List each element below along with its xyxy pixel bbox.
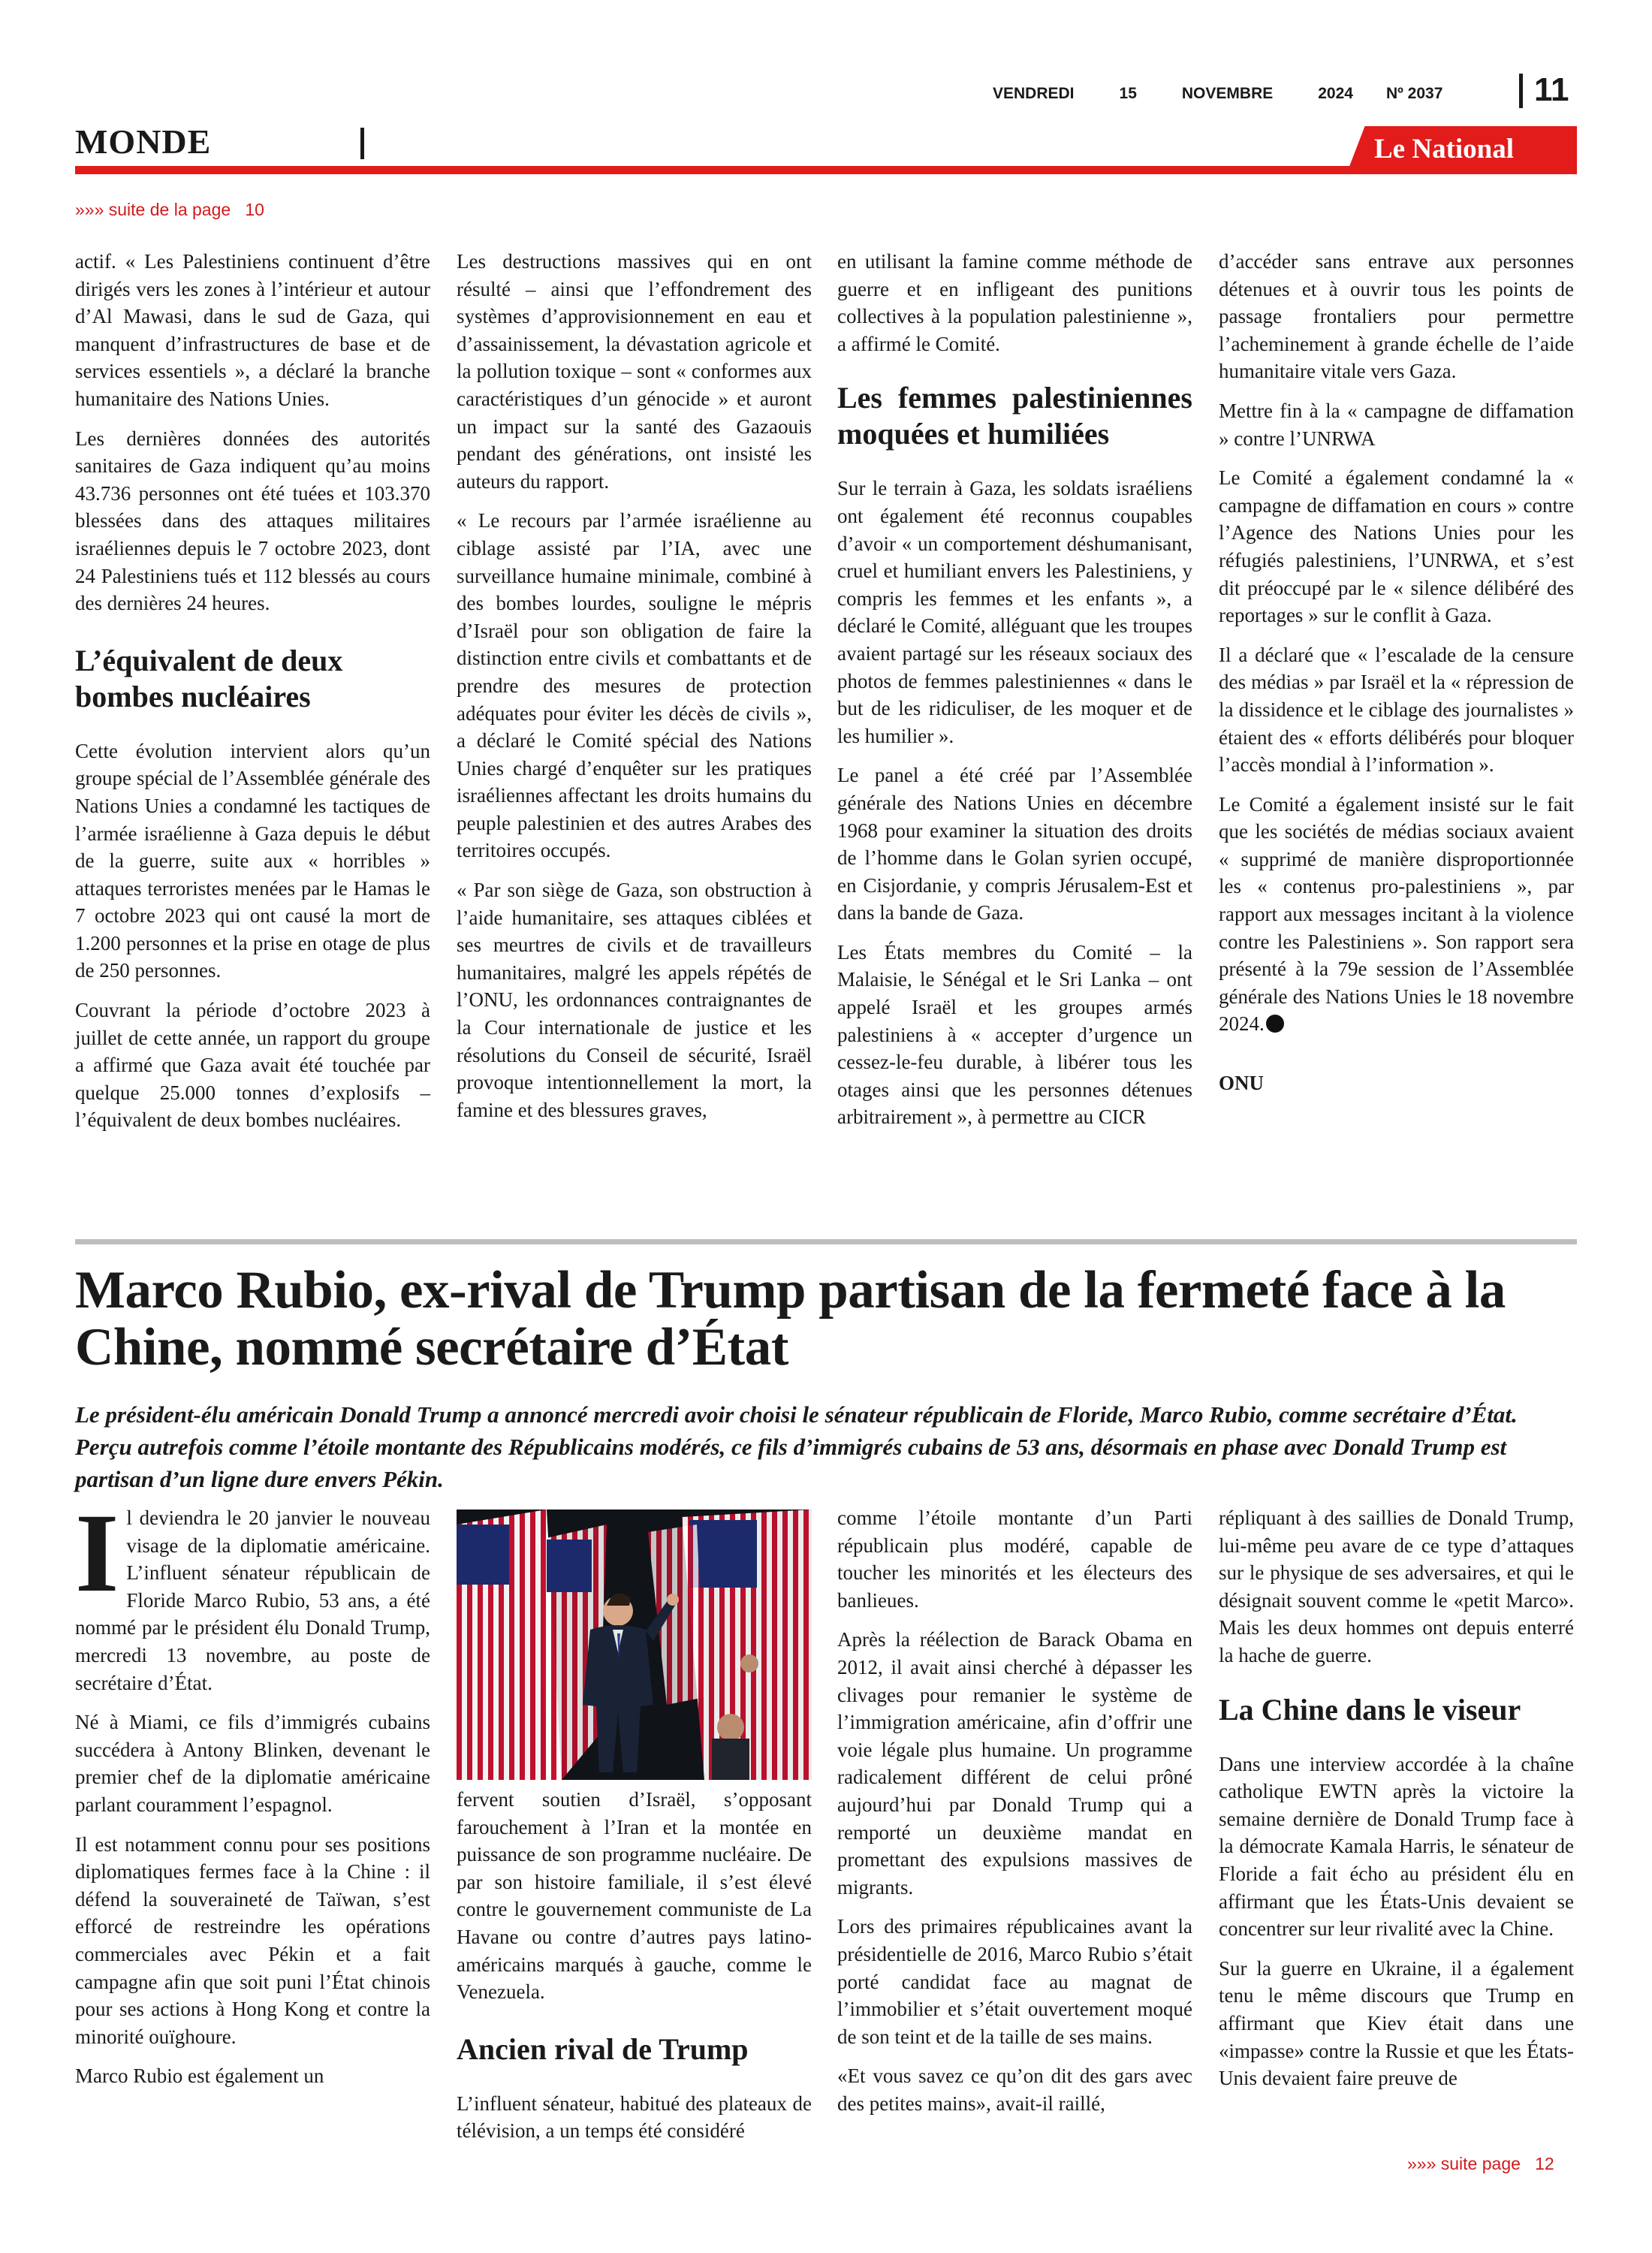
paragraph: Marco Rubio est également un: [75, 2064, 324, 2088]
issue-number: Nº 2037: [1386, 85, 1443, 102]
paragraph-text: l deviendra le 20 janvier le nouveau visage de la diplomatie américaine. L’influent sénateur républicain de Floride Marco Rubio, 53 ans, a été nommé par le président élu Donald Trump, mercredi 13 novembre, au poste de secrétaire d’État.: [75, 1507, 430, 1694]
paragraph: Après la réélection de Barack Obama en 2012, il avait ainsi cherché à dépasser les clivages pour remanier le système de l’immigration américaine, afin d’offrir une voie légale plus humaine. Un programme radicalement différent de celui prôné aujourd’hui par Donald Trump qui a remporté un deuxième mandat en promettant des expulsions massives de migrants.: [837, 1628, 1192, 1899]
page-number-divider: [1519, 74, 1523, 108]
continued-from: »»» suite de la page 10: [75, 200, 264, 219]
paragraph: Les destructions massives qui en ont résulté – ainsi que l’effondrement des systèmes d’approvisionnement en eau et d’assainissement, la dévastation agricole et la pollution toxique – sont « conformes aux caractéristiques d’un génocide » et auront un impact sur la santé des Gazaouis pendant des générations, ont insisté les auteurs du rapport.: [457, 250, 812, 493]
page-number: 11: [1534, 71, 1569, 108]
continued-to: »»» suite page 12: [1407, 2154, 1554, 2173]
date-month: NOVEMBRE: [1181, 85, 1274, 102]
paragraph: Né à Miami, ce fils d’immigrés cubains succédera à Antony Blinken, devenant le premier chef de la diplomatie américaine parlant couramment l’espagnol.: [75, 1711, 430, 1816]
article-headline: Marco Rubio, ex-rival de Trump partisan de la fermeté face à la Chine, nommé secrétaire d’État: [75, 1261, 1506, 1377]
paragraph: Il a déclaré que « l’escalade de la censure des médias » par Israël et la « répression de la dissidence et le ciblage des journalistes » étaient des « efforts délibérés pour bloquer l’accès mondial à l’information ».: [1219, 643, 1574, 777]
rubio-photo-illustration: [457, 1510, 812, 1780]
drop-cap: I: [75, 1491, 119, 1615]
paragraph: Lors des primaires républicaines avant la présidentielle de 2016, Marco Rubio s’était porté candidat face au magnat de l’immobilier et s’était ouvertement moqué de son teint et de la taille de ses mains.: [837, 1915, 1192, 2048]
date-year: 2024: [1318, 85, 1353, 102]
person-silhouette: [717, 1714, 744, 1741]
paragraph: Les dernières données des autorités sanitaires de Gaza indiquent qu’au moins 43.736 personnes ont été tuées et 103.370 blessées dans des attaques militaires israéliennes depuis le 7 octobre 2023, dont 24 Palestiniens tués et 112 blessés au cours des dernières 24 heures.: [75, 427, 430, 615]
paragraph-text: Le Comité a également insisté sur le fait que les sociétés de médias sociaux avaient « supprimé de manière disproportionnée les « contenus pro-palestiniens », par rapport aux messages incitant à la violence contre les Palestiniens ». Son rapport sera présenté à la 79e session de l’Assemblée générale des Nations Unies le 18 novembre 2024.: [1219, 792, 1574, 1036]
paragraph: Il est notamment connu pour ses positions diplomatiques fermes face à la Chine : il défend la souveraineté de Taïwan, s’est efforcé de restreindre les opérations commerciales avec Pékin et a fait campagne afin que soit puni l’État chinois pour ses actions à Hong Kong et contre la minorité ouïghoure.: [75, 1832, 430, 2048]
paragraph: comme l’étoile montante d’un Parti républicain plus modéré, capable de toucher les minorités et les électeurs des banlieues.: [837, 1507, 1192, 1612]
paragraph: Le panel a été créé par l’Assemblée générale des Nations Unies en décembre 1968 pour examiner la situation des droits de l’homme dans le Golan syrien occupé, en Cisjordanie, y compris Jérusalem-Est et dans la bande de Gaza.: [837, 764, 1192, 924]
paragraph: Sur la guerre en Ukraine, il a également tenu le même discours que Trump en affirmant que Kiev était dans une «impasse» contre la Russie et que les États-Unis devaient faire preuve de: [1219, 1956, 1574, 2090]
section-divider: [360, 128, 364, 159]
issue-date: [993, 85, 1353, 103]
date-number: 15: [1119, 85, 1137, 102]
paragraph: Mettre fin à la « campagne de diffamation » contre l’UNRWA: [1219, 399, 1574, 450]
article-photo: [457, 1510, 812, 1780]
paragraph: « Par son siège de Gaza, son obstruction à l’aide humanitaire, ses attaques ciblées et ses meurtres de civils et de travailleurs humanitaires, malgré les appels répétés de l’ONU, les ordonnances contraignantes de la Cour internationale de justice et les résolutions du Conseil de sécurité, Israël provoque intentionnellement la mort, la famine et des blessures graves,: [457, 879, 812, 1121]
bottom-column-3: [837, 1504, 1192, 2129]
paragraph: Cette évolution intervient alors qu’un groupe spécial de l’Assemblée générale des Nations Unies a condamné les tactiques de l’armée israélienne à Gaza depuis le début de la guerre, suite aux « horribles » attaques terroristes menées par le Hamas le 7 octobre 2023 qui ont causé la mort de 1.200 personnes et la prise en otage de plus de 250 personnes.: [75, 739, 430, 982]
bottom-column-1: [75, 1491, 430, 2102]
paragraph: Couvrant la période d’octobre 2023 à juillet de cette année, un rapport du groupe a affirmé que Gaza avait été touchée par quelque 25.000 tonnes d’explosifs – l’équivalent de deux bombes nucléaires.: [75, 999, 430, 1132]
subheading: L’équivalent de deux bombes nucléaires: [75, 643, 343, 713]
bottom-column-2: [457, 1786, 812, 2157]
paragraph: «Et vous savez ce qu’on dit des gars avec des petites mains», avait-il raillé,: [837, 2064, 1192, 2115]
paragraph: Sur le terrain à Gaza, les soldats israéliens ont également été reconnus coupables d’avoir « un comportement déshumanisant, cruel et humiliant envers les Palestiniens, y compris les femmes et les enfants », a déclaré le Comité, alléguant que les troupes avaient partagé sur les réseaux sociaux des photos de femmes palestiniennes « dans le but de les ridiculiser, de les moquer et de les humilier ».: [837, 477, 1192, 747]
top-column-3: [837, 248, 1192, 1143]
brand-name: Le National: [1374, 134, 1515, 164]
top-column-2: [457, 248, 812, 1136]
bottom-column-4: [1219, 1504, 1574, 2104]
date-day: VENDREDI: [993, 85, 1075, 102]
person-silhouette: [712, 1739, 749, 1780]
paragraph: d’accéder sans entrave aux personnes détenues et à ouvrir tous les points de passage frontaliers pour permettre l’acheminement à grande échelle de l’aide humanitaire vitale vers Gaza.: [1219, 250, 1574, 383]
end-of-article-icon: [1266, 1015, 1284, 1033]
article-divider: [75, 1239, 1577, 1244]
subheading: Ancien rival de Trump: [457, 2031, 749, 2066]
paragraph: Les États membres du Comité – la Malaisie, le Sénégal et le Sri Lanka – ont appelé Israël et les groupes armés palestiniens à « accepter d’urgence un cessez-le-feu durable, à libérer tous les otages ainsi que les personnes détenues arbitrairement », à permettre au CICR: [837, 940, 1192, 1129]
section-title: MONDE: [75, 122, 212, 161]
subheading: Les femmes palestiniennes moquées et humiliées: [837, 381, 1192, 451]
article-signature: ONU: [1219, 1072, 1264, 1095]
paragraph: Le Comité a également condamné la « campagne de diffamation en cours » contre l’Agence des Nations Unies pour les réfugiés palestiniens, l’UNRWA, et s’est dit préoccupé par le « silence délibéré des reportages » sur le conflit à Gaza.: [1219, 466, 1574, 627]
article-lede: Le président-élu américain Donald Trump a annoncé mercredi avoir choisi le sénateur républicain de Floride, Marco Rubio, comme secrétaire d’État. Perçu autrefois comme l’étoile montante des Républicains modérés, ce fils d’immigrés cubains de 53 ans, désormais en phase avec Donald Trump est partisan d’un ligne dure envers Pékin.: [75, 1401, 1518, 1492]
paragraph: en utilisant la famine comme méthode de guerre et en infligeant des punitions collectives à la population palestinienne », a affirmé le Comité.: [837, 250, 1192, 355]
paragraph: [1219, 791, 1574, 1038]
paragraph: « Le recours par l’armée israélienne au ciblage assisté par l’IA, avec une surveillance humaine minimale, combiné à des bombes lourdes, souligne le mépris d’Israël pour son obligation de faire la distinction entre civils et combattants et de prendre des mesures de protection adéquates pour éviter les décès de civils », a déclaré le Comité spécial des Nations Unies chargé d’enquêter sur les pratiques israéliennes affectant les droits humains du peuple palestinien et des autres Arabes des territoires occupés.: [457, 509, 812, 862]
top-column-1: [75, 248, 430, 1146]
paragraph: [75, 1491, 430, 1697]
paragraph: répliquant à des saillies de Donald Trump, lui-même peu avare de ce type d’attaques sur le physique de ses adversaires, et qui le désignait souvent comme le «petit Marco». Mais les deux hommes ont depuis enterré la hache de guerre.: [1219, 1507, 1574, 1666]
person-silhouette: [740, 1654, 758, 1672]
top-column-4: [1219, 248, 1574, 1109]
paragraph: Dans une interview accordée à la chaîne catholique EWTN après la victoire la semaine dernière de Donald Trump face à la démocrate Kamala Harris, le sénateur de Floride a fait écho au président élu en affirmant que les États-Unis devaient se concentrer sur leur rivalité avec la Chine.: [1219, 1752, 1574, 1941]
paragraph: fervent soutien d’Israël, s’opposant farouchement à l’Iran et la montée en puissance de son programme nucléaire. De par son histoire familiale, il s’est élevé contre le gouvernement communiste de La Havane ou contre d’autres pays latino-américains marqués à gauche, comme le Venezuela.: [457, 1788, 812, 2004]
paragraph: L’influent sénateur, habitué des plateaux de télévision, a un temps été considéré: [457, 2092, 812, 2143]
paragraph: actif. « Les Palestiniens continuent d’être dirigés vers les zones à l’intérieur et autour d’Al Mawasi, dans le sud de Gaza, qui manquent d’infrastructures de base et de services essentiels », a déclaré la branche humanitaire des Nations Unies.: [75, 250, 430, 410]
subheading: La Chine dans le viseur: [1219, 1692, 1521, 1727]
